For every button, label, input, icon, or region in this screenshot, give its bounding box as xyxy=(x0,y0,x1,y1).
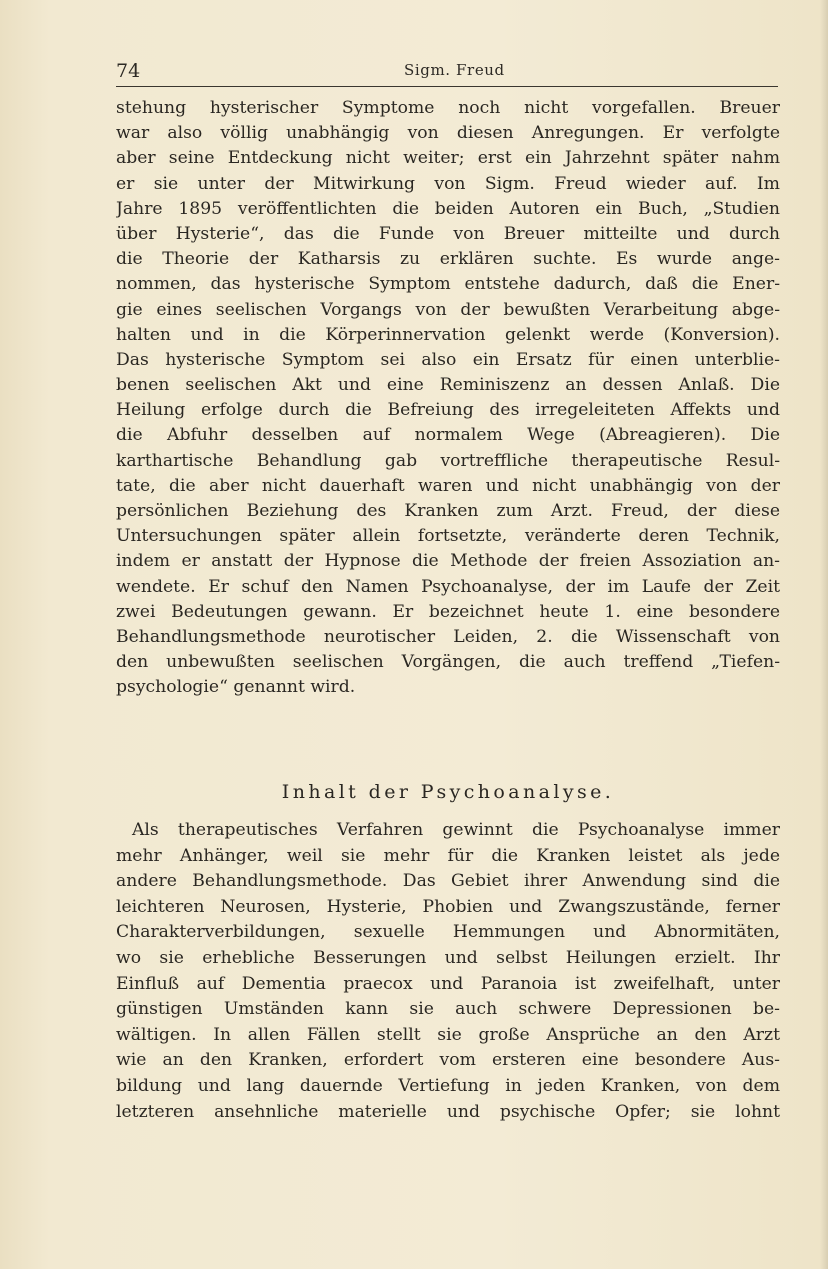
text-line: benen seelischen Akt und eine Reminiszenz an dessen Anlaß. Die xyxy=(116,375,780,396)
page-number: 74 xyxy=(116,60,141,82)
text-line: bildung und lang dauernde Vertiefung in jeden Kranken, von dem xyxy=(116,1075,780,1096)
text-line: die Theorie der Katharsis zu erklären suchte. Es wurde ange- xyxy=(116,249,780,270)
text-line: indem er anstatt der Hypnose die Methode der freien Assoziation an- xyxy=(116,551,780,572)
text-line: Behandlungsmethode neurotischer Leiden, 2. die Wissenschaft von xyxy=(116,626,780,647)
text-line: die Abfuhr desselben auf normalem Wege (Abreagieren). Die xyxy=(116,425,780,446)
text-line: tate, die aber nicht dauerhaft waren und nicht unabhängig von der xyxy=(116,475,780,496)
text-line: aber seine Entdeckung nicht weiter; erst ein Jahrzehnt später nahm xyxy=(116,148,780,169)
page-header xyxy=(116,58,778,88)
text-line: Das hysterische Symptom sei also ein Ersatz für einen unterblie- xyxy=(116,349,780,370)
header-rule xyxy=(116,86,778,87)
text-line: halten und in die Körperinnervation gelenkt werde (Konversion). xyxy=(116,324,780,345)
running-head: Sigm. Freud xyxy=(404,61,505,79)
text-line: war also völlig unabhängig von diesen Anregungen. Er verfolgte xyxy=(116,123,780,144)
text-line: karthartische Behandlung gab vortreffliche therapeutische Resul- xyxy=(116,450,780,471)
text-line: Jahre 1895 veröffentlichten die beiden Autoren ein Buch, „Studien xyxy=(116,198,780,219)
text-line: mehr Anhänger, weil sie mehr für die Kranken leistet als jede xyxy=(116,845,780,866)
text-line: letzteren ansehnliche materielle und psychische Opfer; sie lohnt xyxy=(116,1101,780,1122)
section-heading: Inhalt der Psychoanalyse. xyxy=(281,781,615,803)
text-line: Untersuchungen später allein fortsetzte, veränderte deren Technik, xyxy=(116,526,780,547)
text-line: psychologie“ genannt wird. xyxy=(116,677,356,698)
paragraph-2 xyxy=(116,818,780,1125)
text-line: zwei Bedeutungen gewann. Er bezeichnet heute 1. eine besondere xyxy=(116,601,780,622)
text-line: wendete. Er schuf den Namen Psychoanalyse, der im Laufe der Zeit xyxy=(116,576,780,597)
text-line: andere Behandlungsmethode. Das Gebiet ihrer Anwendung sind die xyxy=(116,871,780,892)
text-line: gie eines seelischen Vorgangs von der bewußten Verarbeitung abge- xyxy=(116,299,780,320)
text-line: er sie unter der Mitwirkung von Sigm. Freud wieder auf. Im xyxy=(116,173,780,194)
text-line: wo sie erhebliche Besserungen und selbst Heilungen erzielt. Ihr xyxy=(116,947,780,968)
text-line: über Hysterie“, das die Funde von Breuer mitteilte und durch xyxy=(116,223,780,244)
text-line: leichteren Neurosen, Hysterie, Phobien und Zwangszustände, ferner xyxy=(116,896,780,917)
text-line: Heilung erfolge durch die Befreiung des irregeleiteten Affekts und xyxy=(116,400,780,421)
text-line: Einfluß auf Dementia praecox und Paranoia ist zweifelhaft, unter xyxy=(116,973,780,994)
text-line: nommen, das hysterische Symptom entstehe dadurch, daß die Ener- xyxy=(116,274,780,295)
text-line: den unbewußten seelischen Vorgängen, die auch treffend „Tiefen- xyxy=(116,652,780,673)
text-line: günstigen Umständen kann sie auch schwere Depressionen be- xyxy=(116,999,780,1020)
text-line: Charakterverbildungen, sexuelle Hemmungen und Abnormitäten, xyxy=(116,922,780,943)
text-line: persönlichen Beziehung des Kranken zum Arzt. Freud, der diese xyxy=(116,501,780,521)
text-line: wältigen. In allen Fällen stellt sie große Ansprüche an den Arzt xyxy=(116,1024,780,1045)
text-line: stehung hysterischer Symptome noch nicht vorgefallen. Breuer xyxy=(116,98,780,118)
paragraph-1 xyxy=(116,96,780,701)
text-line: wie an den Kranken, erfordert vom ersteren eine besondere Aus- xyxy=(116,1050,780,1071)
page-edge-shadow xyxy=(820,0,828,1269)
text-line: Als therapeutisches Verfahren gewinnt die Psychoanalyse immer xyxy=(132,820,780,840)
